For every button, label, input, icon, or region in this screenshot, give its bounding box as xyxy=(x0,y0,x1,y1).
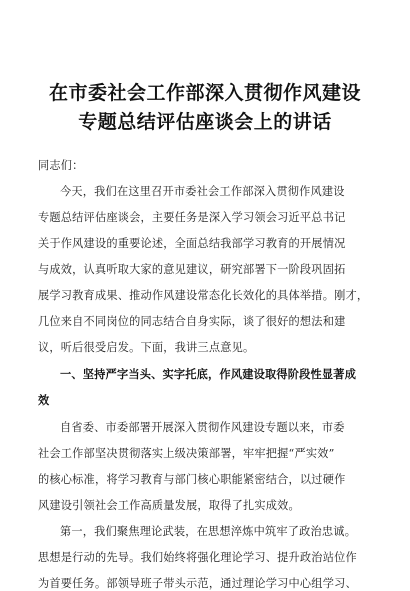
document-title-line-2: 专题总结评估座谈会上的讲话 xyxy=(78,111,332,133)
salutation: 同志们： xyxy=(38,159,84,172)
paragraph-line: 思想是行动的先导。我们始终将强化理论学习、提升政治站位作 xyxy=(38,551,357,564)
paragraph-line: 第一，我们聚焦理论武装，在思想淬炼中筑牢了政治忠诚。 xyxy=(60,525,357,538)
paragraph-line: 社会工作部坚决贯彻落实上级决策部署，牢牢把握“严实效” xyxy=(38,447,335,460)
section-heading: 一、坚持严字当头、实字托底，作风建设取得阶段性显著成 xyxy=(60,368,357,381)
paragraph-line: 展学习教育成果、推动作风建设常态化长效化的具体举措。刚才， xyxy=(38,289,369,302)
paragraph-line: 议，听后很受启发。下面，我讲三点意见。 xyxy=(38,341,255,354)
paragraph-line: 几位来自不同岗位的同志结合自身实际，谈了很好的想法和建 xyxy=(38,315,346,328)
paragraph-line: 关于作风建设的重要论述，全面总结我部学习教育的开展情况 xyxy=(38,237,346,250)
document-title-line-1: 在市委社会工作部深入贯彻作风建设 xyxy=(48,82,361,104)
paragraph-line: 风建设引领社会工作高质量发展，取得了扎实成效。 xyxy=(38,499,300,512)
paragraph-line: 的核心标准，将学习教育与部门核心职能紧密结合，以过硬作 xyxy=(38,473,346,486)
paragraph-line: 自省委、市委部署开展深入贯彻作风建设专题以来，市委 xyxy=(60,421,345,434)
paragraph-line: 与成效，认真听取大家的意见建议，研究部署下一阶段巩固拓 xyxy=(38,263,346,276)
paragraph-line: 专题总结评估座谈会，主要任务是深入学习领会习近平总书记 xyxy=(38,211,346,224)
paragraph-line: 为首要任务。部领导班子带头示范，通过理论学习中心组学习、 xyxy=(38,577,357,590)
paragraph-line: 今天，我们在这里召开市委社会工作部深入贯彻作风建设 xyxy=(60,185,345,198)
section-heading-continued: 效 xyxy=(38,394,50,407)
